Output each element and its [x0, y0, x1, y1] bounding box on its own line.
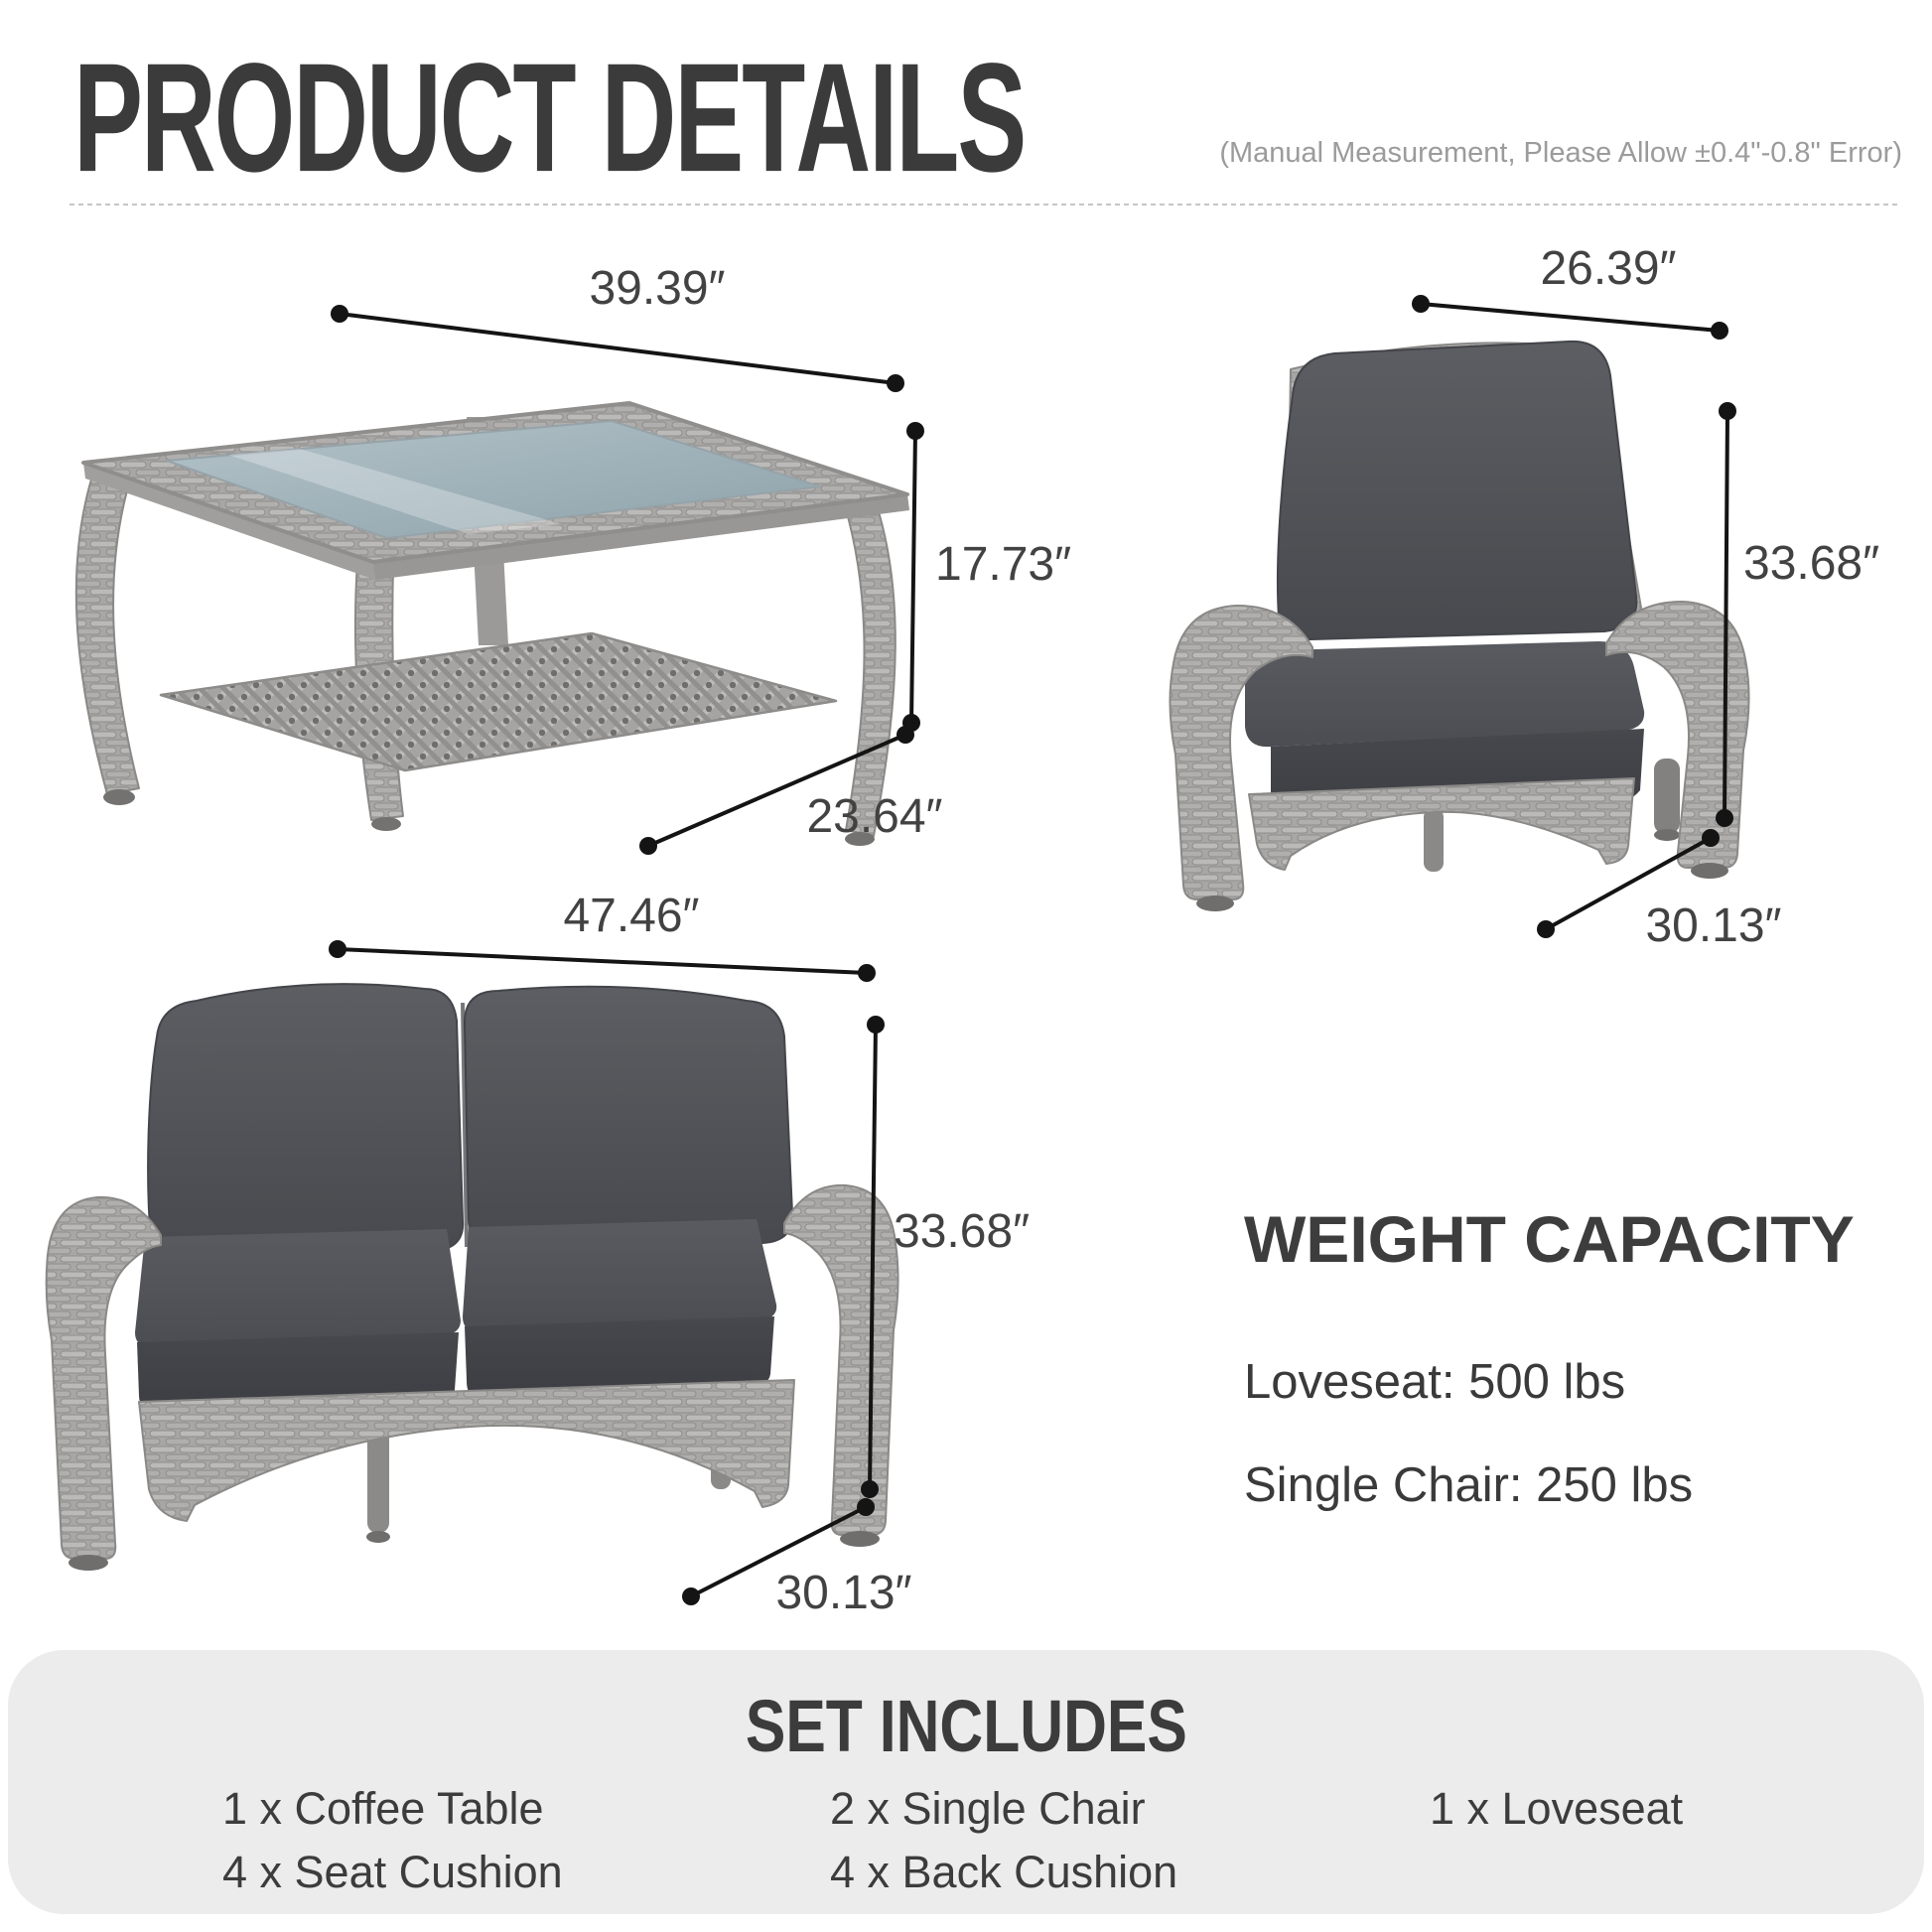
single-chair-height-label: 33.68″: [1743, 537, 1880, 590]
set-item-single-chair: 2 x Single Chair: [830, 1783, 1146, 1834]
set-includes-title: SET INCLUDES: [745, 1685, 1187, 1767]
weight-capacity-loveseat: Loveseat: 500 lbs: [1244, 1355, 1626, 1409]
loveseat-depth-label: 30.13″: [775, 1567, 912, 1619]
set-item-back-cushion: 4 x Back Cushion: [830, 1847, 1178, 1897]
single-chair-depth-label: 30.13″: [1645, 899, 1782, 952]
loveseat-figure: [47, 984, 898, 1571]
set-item-seat-cushion: 4 x Seat Cushion: [222, 1847, 563, 1897]
weight-capacity-title: WEIGHT CAPACITY: [1244, 1202, 1855, 1276]
weight-capacity-single-chair: Single Chair: 250 lbs: [1244, 1458, 1694, 1512]
page-title: PRODUCT DETAILS: [73, 30, 1026, 205]
coffee-table-height-label: 17.73″: [935, 538, 1072, 591]
coffee-table-depth-label: 23.64″: [806, 790, 943, 843]
set-item-coffee-table: 1 x Coffee Table: [222, 1783, 544, 1834]
single-chair-width-label: 26.39″: [1540, 242, 1677, 295]
loveseat-width-label: 47.46″: [563, 890, 700, 942]
single-chair-figure: [1170, 342, 1748, 911]
coffee-table-figure: [76, 403, 909, 846]
coffee-table-width-label: 39.39″: [589, 262, 726, 315]
set-item-loveseat: 1 x Loveseat: [1430, 1783, 1684, 1834]
measurement-note: (Manual Measurement, Please Allow ±0.4"-0.8" Error): [1219, 137, 1902, 169]
loveseat-height-label: 33.68″: [894, 1205, 1031, 1258]
set-includes-title-wrap: [8, 1684, 1924, 1768]
weight-capacity-section: [1244, 1201, 1855, 1561]
